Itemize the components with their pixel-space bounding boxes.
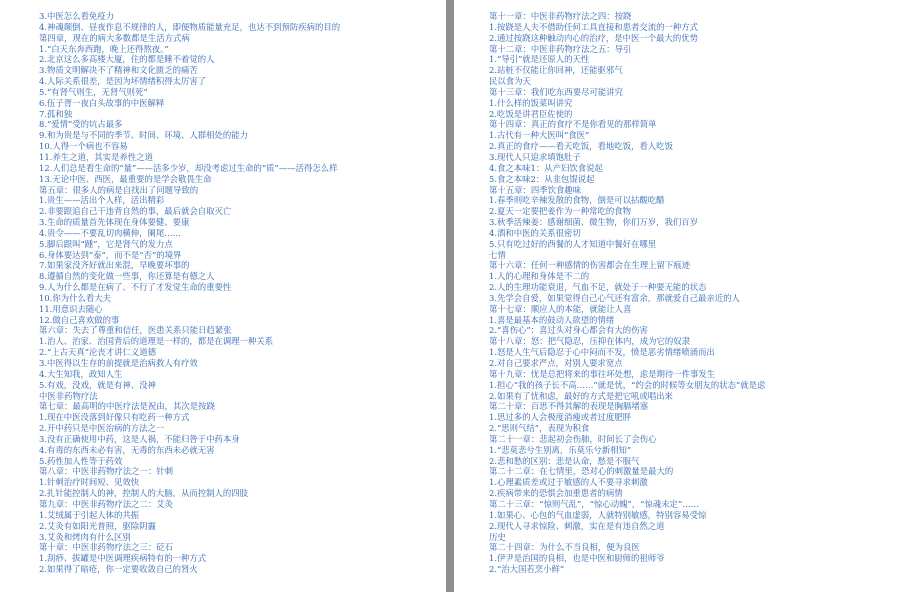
text-line: 第十八章：怒：把气隐忍，压抑在体内，成为它的奴隶 (489, 336, 690, 347)
text-line: 2.如果得了暗疮，你一定要收敛自己的肾火 (39, 564, 198, 575)
text-line: 5.药性加人性等于药效 (39, 455, 123, 466)
text-line: 5.脚后跟叫“踵”，它是肾气的发力点 (39, 238, 173, 249)
text-line: 第十章：中医非药物疗法之三：砭石 (39, 542, 173, 553)
text-line: 3.物质文明解决不了精神和文化匮乏的痛苦 (39, 65, 198, 76)
text-line: 2.人的生理功能衰退，气血不足，就处于一种要无能的状态 (489, 282, 707, 293)
text-line: 2.扎针能控制人的神，控制人的大脑，从而控制人的四肢 (39, 488, 248, 499)
text-line: 7.如果家没齐好就出来混，早晚要坏事的 (39, 260, 190, 271)
text-line: 2.现代人寻求惊险、刺激，实在是有违自然之道 (489, 520, 665, 531)
text-line: 第十二章：中医非药物疗法之五：导引 (489, 43, 632, 54)
text-line: 2.吃饭是讲君臣佐使的 (489, 108, 573, 119)
text-line: 4.大生知我，政知人生 (39, 368, 123, 379)
text-line: 1.“悲莫悲兮生别离，乐莫乐兮新相知” (489, 444, 632, 455)
text-line: 1.艾绒属于引起人体的共振 (39, 509, 140, 520)
text-line: 第十四章：真正的食疗不是你看见的那样简单 (489, 119, 657, 130)
text-line: 第十五章：四季饮食趣味 (489, 184, 582, 195)
text-line: 2.“喜伤心”：喜过头对身心都会有大的伤害 (489, 325, 648, 336)
text-line: 1.“导引”就是还原人的天性 (489, 54, 590, 65)
text-line: 历史 (489, 531, 506, 542)
text-line: 1.伊尹是治国的良相，也是中医和厨师的祖师爷 (489, 553, 665, 564)
right-page (454, 0, 900, 592)
text-line: 4.食之本味1：从产妇饮食说起 (489, 162, 603, 173)
text-line: 11.用意识去随心 (39, 303, 103, 314)
text-line: 3.艾灸和烤肉有什么区别 (39, 531, 131, 542)
text-line: 1.古代有一种大医叫“食医” (489, 130, 590, 141)
text-line: 3.秋季活辣姜：感谢细菌、微生物，你们万岁，我们百岁 (489, 217, 698, 228)
text-line: 1.按跷是人夫不借助任何工具直接和患者交流的一种方式 (489, 21, 698, 32)
text-line: 4.酒和中医的关系很密切 (489, 227, 581, 238)
text-line: 12.人们总是看生命的“量”——活多少岁，却没考虑过生命的“质”——活得怎么样 (39, 162, 338, 173)
text-line: 6.伍子胥一夜白头故事的中医解释 (39, 97, 165, 108)
text-line: 2.开中药只是中医治病的方法之一 (39, 423, 165, 434)
text-line: 七情 (489, 249, 506, 260)
text-line: 1.怒是人生气后隐忍于心中闷而不发，愤是恶劣情绪喷涌而出 (489, 347, 715, 358)
text-line: 12.做自己喜欢做的事 (39, 314, 120, 325)
text-line: 3.中医怎么看免疫力 (39, 11, 114, 21)
text-line: 10.你为什么看大夫 (39, 292, 111, 303)
text-line: 2.疾病带来的恐惧会加重患者的病情 (489, 488, 623, 499)
text-line: 4.神魂颠倒、昼夜作息不规律的人，即便物质能量充足，也达不到预防疾病的目的 (39, 21, 341, 32)
text-line: 1.喜是最基本的鼓动人欲望的情绪 (489, 314, 615, 325)
text-line: 3.现代人只追求填饱肚子 (489, 151, 581, 162)
text-line: 4.有毒的东西未必有害，无毒的东西未必就无害 (39, 444, 215, 455)
text-line: 第五章：很多人的病是自找出了问题导致的 (39, 184, 199, 195)
text-line: 1.春季则吃辛辣发散的食物，倒是可以拈酸吃醋 (489, 195, 665, 206)
text-line: 13.无论中医、西医，最重要的是学会敬畏生命 (39, 173, 212, 184)
text-line: 9.人为什么都是在病了、不行了才发觉生命的重要性 (39, 282, 232, 293)
text-line: 2.真正的食疗——看天吃饭，看地吃饭，看人吃饭 (489, 141, 673, 152)
text-line: 7.孤和独 (39, 108, 73, 119)
text-line: 10.人得一个病也不容易 (39, 141, 128, 152)
text-line: 第二十一章：悲起初会伤肺，时间长了会伤心 (489, 433, 657, 444)
text-line: 1.治人、治家、治国背后的道理是一样的，都是在调理一种关系 (39, 336, 274, 347)
text-line: 2.通过按跷这种触动内心的治疗，是中医一个最大的优势 (489, 32, 698, 43)
text-line: 1.思过多的人会极度消瘦或者过度肥胖 (489, 412, 631, 423)
text-line: 3.生命的质量首先体现在身体要健、要康 (39, 217, 190, 228)
text-line: 1.担心“我的孩子长不高……”就是忧，“约会的时候等女朋友的状态”就是虑 (489, 379, 766, 390)
text-line: 1.贵生——活出个人样，活出精彩 (39, 195, 165, 206)
text-line: 8.遵循自然的变化做一些事，你还算是有德之人 (39, 271, 215, 282)
text-line: 第二十章：百思不得其解的表现是胸膈堵塞 (489, 401, 649, 412)
text-line: 第六章：失去了尊重和信任，医患关系只能日趋紧张 (39, 325, 232, 336)
text-line: 2.北京这么多高楼大厦，住的都是睡不着觉的人 (39, 54, 215, 65)
text-line: 3.中医得以生存的前提就是治病救人有疗效 (39, 358, 198, 368)
text-line: 第十六章：任何一种感情的伤害都会在生理上留下痕迹 (489, 260, 690, 271)
text-line: 4.人际关系很差，是因为坏情绪积得太厉害了 (39, 76, 207, 87)
text-line: 第八章：中医非药物疗法之一：针刺 (39, 466, 173, 477)
text-line: 9.和为贵是与不同的季节、时间、环境、人群相处的能力 (39, 130, 248, 141)
text-line: 1.现在中医没落到好像只有吃药一种方式 (39, 412, 190, 423)
text-line: 2.“治大国若烹小鲜” (489, 564, 565, 575)
text-line: 第九章：中医非药物疗法之二：艾灸 (39, 498, 173, 509)
text-line: 5.只有吃过好的西餐的人才知道中餐好在哪里 (489, 238, 657, 249)
text-line: 4.贵令——不要乱切肉横伸，阑尾…… (39, 227, 181, 238)
text-line: 第二十三章：“惊则气乱”，“惊心动魄”，“惊魂未定”…… (489, 498, 699, 509)
text-line: 5.食之本味2：从韭包馄说起 (489, 173, 595, 184)
text-line: 1.人的心理和身体是不二的 (489, 271, 590, 282)
text-line: 2.悲和愁的区别：悲是认命，愁是不服气 (489, 455, 640, 466)
text-line: 11.养生之道，其实是养性之道 (39, 151, 153, 162)
text-line: 中医非药物疗法 (39, 390, 98, 401)
text-line: 第十七章：顺应人的本能，就能让人喜 (489, 303, 632, 314)
text-line: 第二十四章：为什么不当良相，便为良医 (489, 542, 640, 553)
text-line: 2.站桩不仅能让你回神，还能驱邪气 (489, 65, 623, 76)
text-line: 2.非要跟追自己干违背自然的事，最后就会自取灭亡 (39, 206, 232, 217)
text-line: 第十九章：忧是总把将来的事往坏处想，虑是期待一件事发生 (489, 368, 716, 379)
text-line: 第十一章：中医非药物疗法之四：按跷 (489, 11, 632, 21)
text-line: 8.“爱情”受的坑占最多 (39, 119, 123, 130)
text-line: 2.夏天一定要把姜作为一种常吃的食物 (489, 206, 631, 217)
text-line: 第十三章：我们吃东西要尽可能讲究 (489, 86, 623, 97)
text-line: 第二十二章：在七情里，恐对心的刺激量是最大的 (489, 466, 674, 477)
text-line: 1.如果心、心包的气血虚弱，人就特别敏感，特别容易受惊 (489, 509, 707, 520)
text-line: 1.“白天东奔西跑，晚上还得熬夜。” (39, 43, 169, 54)
text-line: 2.“上古天真”沦丧才讲仁义道德 (39, 347, 157, 358)
text-line: 2.如果有了忧和虑，最好的方式是把它吼或唱出来 (489, 390, 673, 401)
text-line: 2.“思则气结”，表现为积食 (489, 423, 590, 434)
text-line: 3.没有正确使用中药，这是人祸，不能归咎于中药本身 (39, 433, 240, 444)
text-line: 第四章，现在的病大多数都是生活方式病 (39, 32, 190, 43)
text-line: 6.身体要达到“泰”，而不是“否”的境界 (39, 249, 182, 260)
text-line: 民以食为天 (489, 76, 531, 87)
page-gutter (446, 0, 454, 592)
text-line: 第七章：最高明的中医疗法是祝由，其次是按跷 (39, 401, 215, 412)
left-page (0, 0, 446, 592)
text-line: 1.什么样的饭菜叫讲究 (489, 97, 573, 108)
text-line: 2.艾灸有如阳光普照，驱除阴霾 (39, 520, 156, 531)
text-line: 2.对自己要求严点，对别人要求宽点 (489, 358, 623, 368)
text-line: 1.针刺治疗时间短、见效快 (39, 477, 140, 488)
text-line: 5.有戏，没戏，就是有神、没神 (39, 379, 156, 390)
text-line: 1.刮痧、拔罐是中医调理疾病特有的一种方式 (39, 553, 207, 564)
text-line: 5.“有肾气则生，无肾气则死” (39, 86, 148, 97)
text-line: 1.心理素质差或过于敏感的人不要寻求刺激 (489, 477, 648, 488)
text-line: 3.先学会自爱，如果觉得自己心气还有富余，那就爱自己最亲近的人 (489, 292, 740, 303)
